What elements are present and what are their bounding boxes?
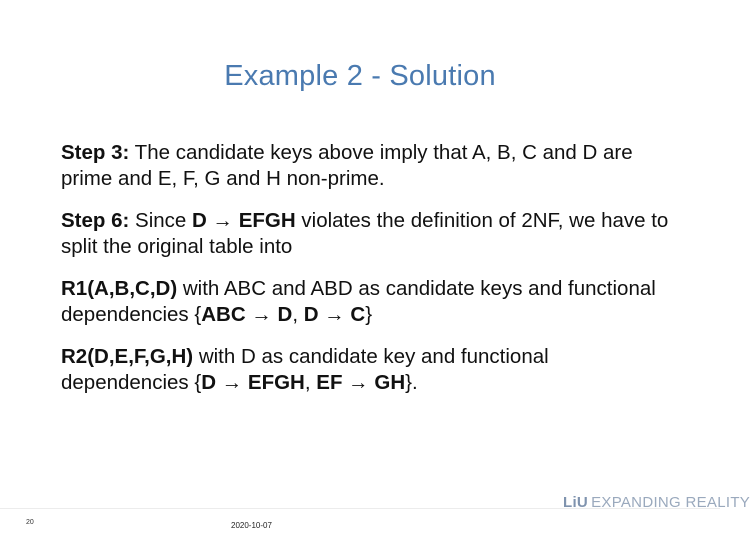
page-number: 20 — [26, 519, 34, 526]
paragraph-step-6 — [61, 208, 671, 260]
r2-fd1: D → EFGH — [201, 371, 305, 394]
r1-fd2: D → C — [303, 303, 366, 326]
liu-logo-mark: LiU — [563, 494, 589, 511]
r2-label: R2(D,E,F,G,H) — [61, 345, 194, 368]
r2-text-a: with D as candidate key and functional dependencies { — [61, 345, 549, 394]
r2-text-b: }. — [405, 371, 418, 394]
step-6-text-b: violates the definition of 2NF, we have to split the original table into — [61, 209, 669, 258]
liu-logo — [563, 494, 750, 511]
liu-logo-text: EXPANDING REALITY — [591, 494, 750, 511]
step-6-text-a: Since — [129, 209, 193, 232]
step-6-fd: D → EFGH — [192, 209, 296, 232]
step-3-text: The candidate keys above imply that A, B, C and D are prime and E, F, G and H non-prime. — [61, 141, 633, 190]
paragraph-r2 — [61, 344, 671, 396]
r2-sep: , — [304, 371, 317, 394]
r1-text-a: with ABC and ABD as candidate keys and functional dependencies { — [61, 277, 656, 326]
step-3-label: Step 3: — [61, 141, 130, 164]
footer-date: 2020-10-07 — [231, 521, 272, 530]
paragraph-step-3 — [61, 140, 671, 192]
r1-fd1: ABC → D — [201, 303, 293, 326]
paragraph-r1 — [61, 276, 671, 328]
r1-label: R1(A,B,C,D) — [61, 277, 178, 300]
r1-text-b: } — [365, 303, 373, 326]
r1-sep: , — [292, 303, 304, 326]
slide-body — [61, 140, 671, 412]
r2-fd2: EF → GH — [316, 371, 406, 394]
step-6-label: Step 6: — [61, 209, 130, 232]
slide-title: Example 2 - Solution — [224, 60, 496, 92]
